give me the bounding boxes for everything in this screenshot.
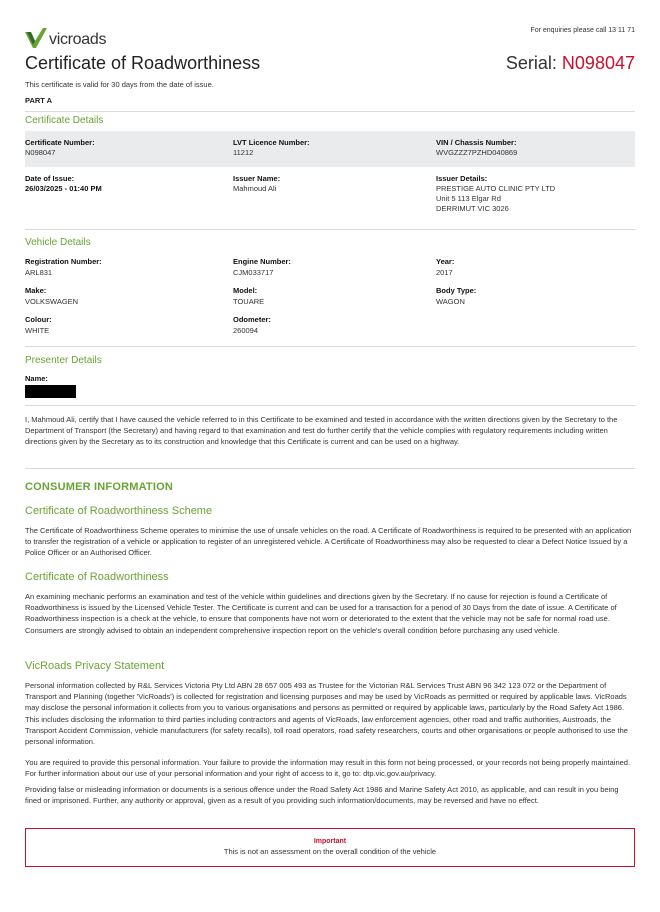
body-type-field (436, 285, 476, 307)
issuer-name-field (233, 174, 280, 194)
presenter-name-label (25, 373, 48, 384)
vin-field (436, 138, 517, 158)
year-field (436, 256, 454, 278)
field-label: LVT Licence Number: (233, 138, 310, 147)
important-title: Important (313, 838, 347, 845)
privacy-paragraph-2: You are required to provide this personal information. Your failure to provide the information may result in this form not being processed, or your records not being properly maintained. For further information about our use of your personal information and your right of access to it, go to: dtp.vic.gov.au/privacy. (25, 758, 631, 779)
certificate-details-heading: Certificate Details (25, 115, 104, 126)
field-value: WVGZZZ7PZHD040869 (436, 148, 518, 157)
certificate-row-2 (25, 167, 635, 225)
field-value: TOUARE (233, 297, 265, 306)
field-label: Registration Number: (25, 257, 102, 266)
field-label: Colour: (25, 315, 52, 324)
make-field (25, 285, 78, 307)
scheme-heading: Certificate of Roadworthiness Scheme (25, 505, 213, 517)
important-notice-box (25, 828, 635, 867)
vehicle-details-heading: Vehicle Details (25, 237, 91, 248)
date-of-issue-field (25, 174, 102, 194)
model-field (233, 285, 264, 307)
important-text: This is not an assessment on the overall condition of the vehicle (223, 847, 437, 856)
divider (25, 346, 635, 347)
field-value: Mahmoud Ali (233, 184, 277, 193)
privacy-paragraph-1: Personal information collected by R&L Services Victoria Pty Ltd ABN 28 657 005 493 as Trustee for the Victorian R&L Services Trust ABN 96 342 123 072 or the Department of Transport and Planning (together 'VicRoads') is collected for registration and licensing purposes and may be used by VicRoads as permitted or required by applicable laws. VicRoads may disclose the personal information it collects from you to various organisations and persons as permitted or required by applicable laws, particularly by the Road Safety Act 1986. This includes disclosing the information to third parties including contractors and agents of VicRoads, law enforcement agencies, other road and traffic authorities, Austroads, the Transport Accident Commission, vehicle manufacturers (for safety recalls), toll road operators, road safety researchers, courts and other organisations or people authorised to use the personal information. (25, 681, 628, 747)
field-value: WHITE (25, 326, 50, 335)
vicroads-check-icon (25, 28, 47, 48)
field-label: Year: (436, 257, 455, 266)
field-value: WAGON (436, 297, 465, 306)
divider (25, 111, 635, 112)
issuer-details-field (436, 174, 555, 214)
field-label: VIN / Chassis Number: (436, 138, 517, 147)
privacy-heading: VicRoads Privacy Statement (25, 660, 165, 672)
serial (506, 53, 635, 74)
lvt-licence-field (233, 138, 310, 158)
serial-label: Serial: (505, 53, 557, 73)
certificate-number-field (25, 138, 95, 158)
certificate-text: An examining mechanic performs an examination and test of the vehicle within guidelines and directions given by the Secretary. If no cause for rejection is found a Certificate of Roadworthiness is issued by the Licensed Vehicle Tester. The Certificate is current and can be used for a transaction for a period of 30 Days from the date of issue. A Certificate of Roadworthiness inspection is a check at the vehicle, to ensure that components have not worn or deteriorated to the extent that the vehicle may not be safe for normal road use. Consumers are strongly advised to obtain an independent comprehensive inspection report on the vehicle's overall condition before purchasing any used vehicle. (25, 592, 617, 635)
scheme-text: The Certificate of Roadworthiness Scheme operates to minimise the use of unsafe vehicles on the road. A Certificate of Roadworthiness is required to be presented with an application to transfer the registration of a vehicle or application to register of an unregistered vehicle. A Certificate of Roadworthiness may also be requested to clear a Defect Notice Issued by a Police Officer or an Authorised Officer. (25, 526, 632, 558)
field-label: Issuer Details: (436, 174, 488, 183)
field-label: Make: (25, 286, 47, 295)
divider (25, 468, 635, 469)
certificate-heading: Certificate of Roadworthiness (25, 571, 169, 583)
presenter-details-heading: Presenter Details (25, 355, 102, 366)
field-label: Name: (25, 374, 48, 383)
redacted-name-block (25, 385, 76, 398)
engine-number-field (233, 256, 291, 278)
field-value: 11212 (233, 148, 254, 157)
declaration-text: I, Mahmoud Ali, certify that I have caused the vehicle referred to in this Certificate to be examined and tested in accordance with the written directions given by the Secretary to the Department of Transport (the Secretary) and having regard to that examination and test do further certify that the vehicle complies with regulatory requirements including written directions given by the Secretary as to its construction and knowledge that this Certificate is current and can be used on a highway. (25, 415, 618, 447)
field-value: 260094 (233, 326, 259, 335)
field-label: Date of Issue: (25, 174, 75, 183)
registration-field (25, 256, 102, 278)
issuer-line: PRESTIGE AUTO CLINIC PTY LTD (436, 184, 556, 193)
consumer-information-heading: CONSUMER INFORMATION (25, 481, 174, 493)
field-value: ARL831 (25, 268, 53, 277)
page-title: Certificate of Roadworthiness (25, 53, 261, 73)
logo-text: vicroads (49, 31, 107, 48)
field-value: 2017 (436, 268, 453, 277)
field-label: Engine Number: (233, 257, 291, 266)
field-label: Issuer Name: (233, 174, 281, 183)
certificate-row-1 (25, 131, 635, 167)
field-label: Body Type: (436, 286, 477, 295)
divider (25, 229, 635, 230)
field-label: Odometer: (233, 315, 271, 324)
field-value: 26/03/2025 - 01:40 PM (25, 184, 102, 193)
issuer-line: Unit 5 113 Elgar Rd (436, 194, 501, 203)
field-value: N098047 (25, 148, 56, 157)
part-label: PART A (25, 96, 53, 105)
divider (25, 405, 635, 406)
colour-field (25, 314, 52, 336)
field-label: Model: (233, 286, 258, 295)
vicroads-logo (25, 22, 106, 48)
validity-note: This certificate is valid for 30 days from the date of issue. (25, 80, 214, 89)
serial-number: N098047 (561, 53, 635, 73)
field-value: CJM033717 (233, 268, 274, 277)
privacy-paragraph-3: Providing false or misleading information or documents is a serious offence under the Road Safety Act 1986 and Marine Safety Act 2010, as applicable, and can result in you being fined or imprisoned. Further, any authority or approval, given as a result of you providing such information/documents, may be reversed and have no effect. (25, 785, 619, 806)
odometer-field (233, 314, 271, 336)
field-value: VOLKSWAGEN (25, 297, 79, 306)
enquiries-text: For enquiries please call 13 11 71 (530, 27, 635, 34)
issuer-line: DERRIMUT VIC 3026 (436, 204, 509, 213)
field-label: Certificate Number: (25, 138, 95, 147)
